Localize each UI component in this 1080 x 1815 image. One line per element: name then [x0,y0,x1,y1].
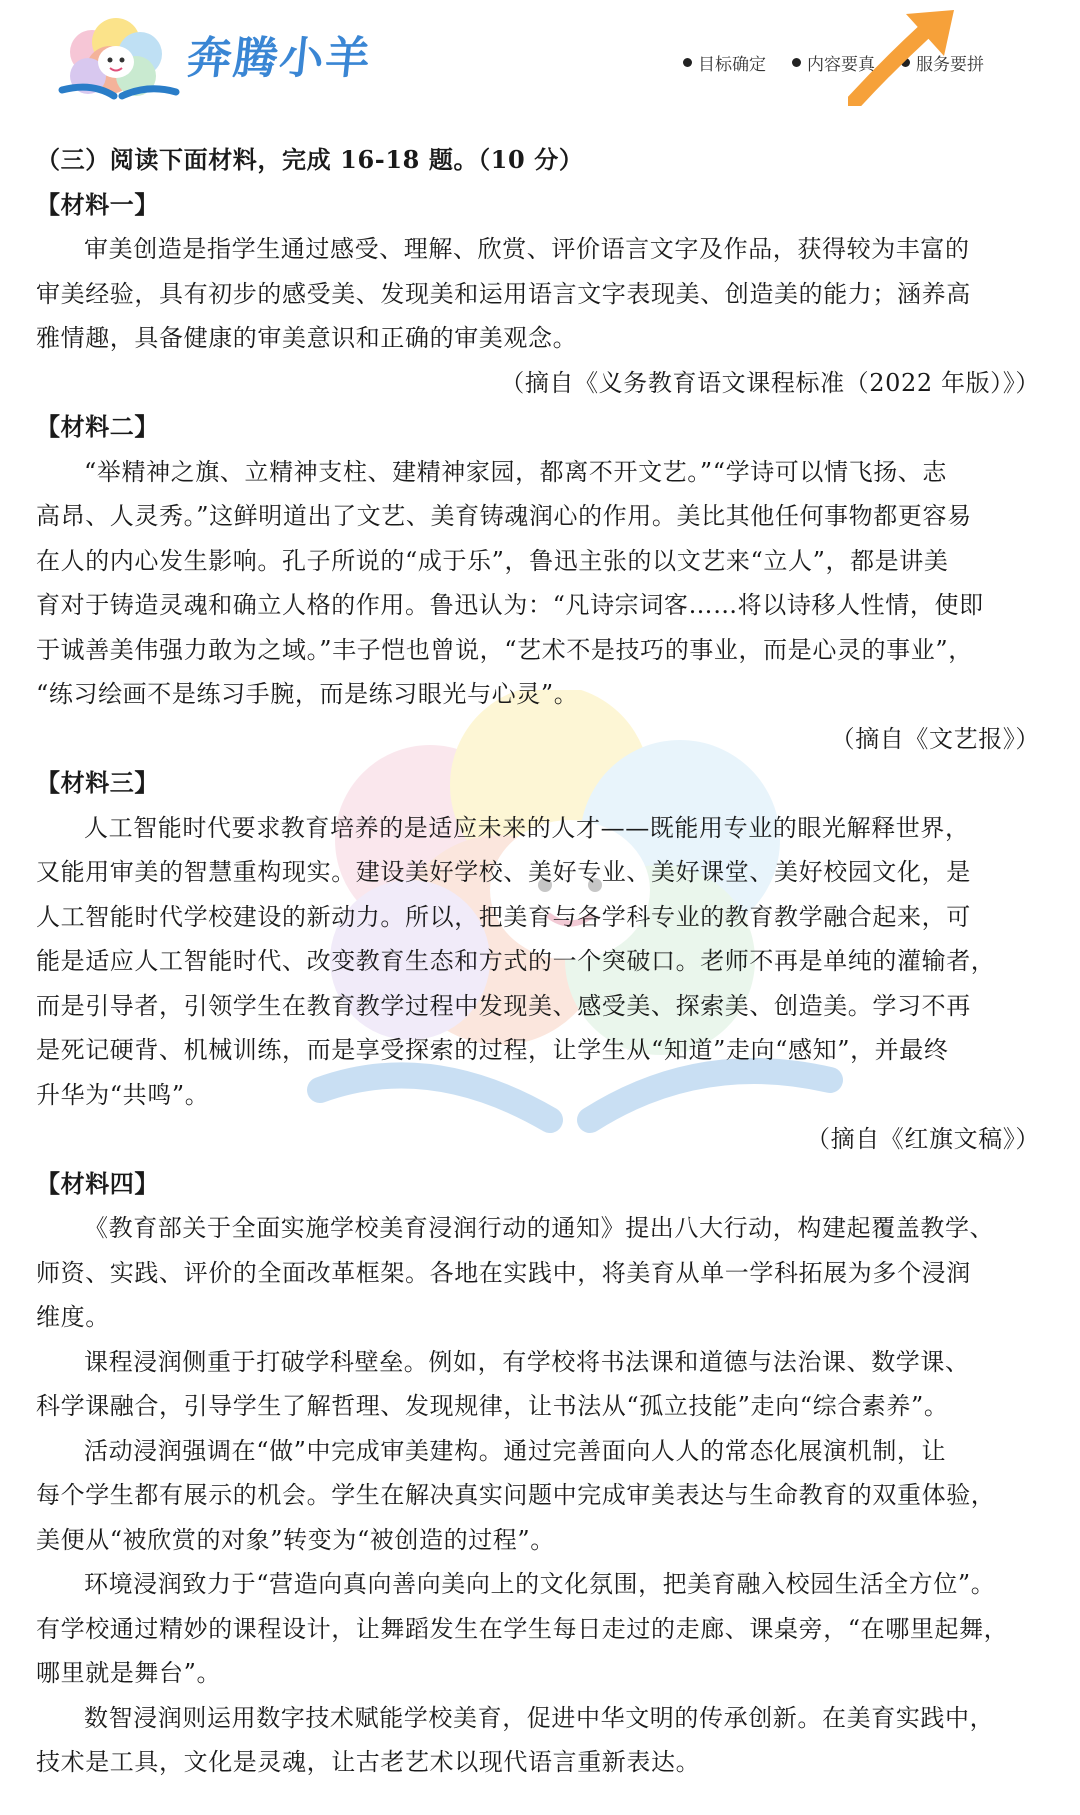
brand-name: 奔腾小羊 [184,33,375,84]
material-1-heading: 【材料一】 [36,189,159,219]
paragraph-line: 审美创造是指学生通过感受、理解、欣赏、评价语言文字及作品，获得较为丰富的 [84,235,970,263]
paragraph-line: 科学课融合，引导学生了解哲理、发现规律，让书法从“孤立技能”走向“综合素养”。 [36,1392,949,1420]
paragraph-line: 《教育部关于全面实施学校美育浸润行动的通知》提出八大行动，构建起覆盖教学、 [84,1214,995,1242]
paragraph-line: “练习绘画不是练习手腕，而是练习眼光与心灵”。 [36,680,579,708]
paragraph-line: 美便从“被欣赏的对象”转变为“被创造的过程”。 [36,1525,555,1554]
paragraph-line: 维度。 [36,1303,110,1331]
paragraph-line: 又能用审美的智慧重构现实。建设美好学校、美好专业、美好课堂、美好校园文化，是 [36,858,971,886]
paragraph-line: 每个学生都有展示的机会。学生在解决真实问题中完成审美表达与生命教育的双重体验， [36,1481,996,1509]
paragraph-line: 审美经验，具有初步的感受美、发现美和运用语言文字表现美、创造美的能力；涵养高 [36,279,971,308]
arrow-icon [848,6,958,106]
paragraph-line: “举精神之旗、立精神支柱、建精神家园，都离不开文艺。”“学诗可以情飞扬、志 [84,457,948,486]
paragraph-line: 升华为“共鸣”。 [36,1080,210,1109]
paragraph-line: 是死记硬背、机械训练，而是享受探索的过程，让学生从“知道”走向“感知”，并最终 [36,1036,949,1064]
paragraph-line: 于诚善美伟强力敢为之域。”丰子恺也曾说，“艺术不是技巧的事业，而是心灵的事业”， [36,635,973,664]
paragraph-line: 哪里就是舞台”。 [36,1659,222,1687]
material-3-heading: 【材料三】 [36,768,159,797]
material-1-source: （摘自《义务教育语文课程标准（2022 年版）》） [500,368,1040,397]
tagline-text: 内容要真 [807,55,875,75]
paragraph-line: 育对于铸造灵魂和确立人格的作用。鲁迅认为：“凡诗宗词客……将以诗移人性情，使即 [36,591,984,619]
paragraph-line: 在人的内心发生影响。孔子所说的“成于乐”，鲁迅主张的以文艺来“立人”，都是讲美 [36,546,949,575]
paragraph-line: 技术是工具，文化是灵魂，让古老艺术以现代语言重新表达。 [36,1748,701,1776]
tagline-text: 服务要拼 [916,55,984,75]
paragraph-line: 活动浸润强调在“做”中完成审美建构。通过完善面向人人的常态化展演机制，让 [84,1436,947,1465]
tagline-item [683,50,766,75]
page-header [0,0,1080,130]
section-title: （三）阅读下面材料，完成 16-18 题。（10 分） [36,145,584,174]
bullet-dot-icon [792,58,801,67]
paragraph-line: 人工智能时代学校建设的新动力。所以，把美育与各学科专业的教育教学融合起来，可 [36,902,971,931]
material-2-source: （摘自《文艺报》） [830,724,1040,753]
paragraph-line: 高昂、人灵秀。”这鲜明道出了文艺、美育铸魂润心的作用。美比其他任何事物都更容易 [36,502,972,530]
document-body [36,138,1046,1785]
paragraph-line: 而是引导者，引领学生在教育教学过程中发现美、感受美、探索美、创造美。学习不再 [36,991,971,1020]
tagline-text: 目标确定 [698,55,766,75]
paragraph-line: 师资、实践、评价的全面改革框架。各地在实践中，将美育从单一学科拓展为多个浸润 [36,1258,971,1287]
material-4-heading: 【材料四】 [36,1168,159,1198]
paragraph-line: 人工智能时代要求教育培养的是适应未来的人才——既能用专业的眼光解释世界， [84,813,970,842]
material-2-heading: 【材料二】 [36,412,159,441]
paragraph-line: 数智浸润则运用数字技术赋能学校美育，促进中华文明的传承创新。在美育实践中， [84,1703,995,1732]
paragraph-line: 雅情趣，具备健康的审美意识和正确的审美观念。 [36,324,578,352]
paragraph-line: 有学校通过精妙的课程设计，让舞蹈发生在学生每日走过的走廊、课桌旁，“在哪里起舞， [36,1614,1009,1643]
material-3-source: （摘自《红旗文稿》） [806,1125,1040,1153]
sheep-logo-icon [52,12,192,112]
bullet-dot-icon [683,58,692,67]
paragraph-line: 能是适应人工智能时代、改变教育生态和方式的一个突破口。老师不再是单纯的灌输者， [36,947,996,975]
paragraph-line: 环境浸润致力于“营造向真向善向美向上的文化氛围，把美育融入校园生活全方位”。 [84,1570,996,1598]
paragraph-line: 课程浸润侧重于打破学科壁垒。例如，有学校将书法课和道德与法治课、数学课、 [84,1347,970,1376]
